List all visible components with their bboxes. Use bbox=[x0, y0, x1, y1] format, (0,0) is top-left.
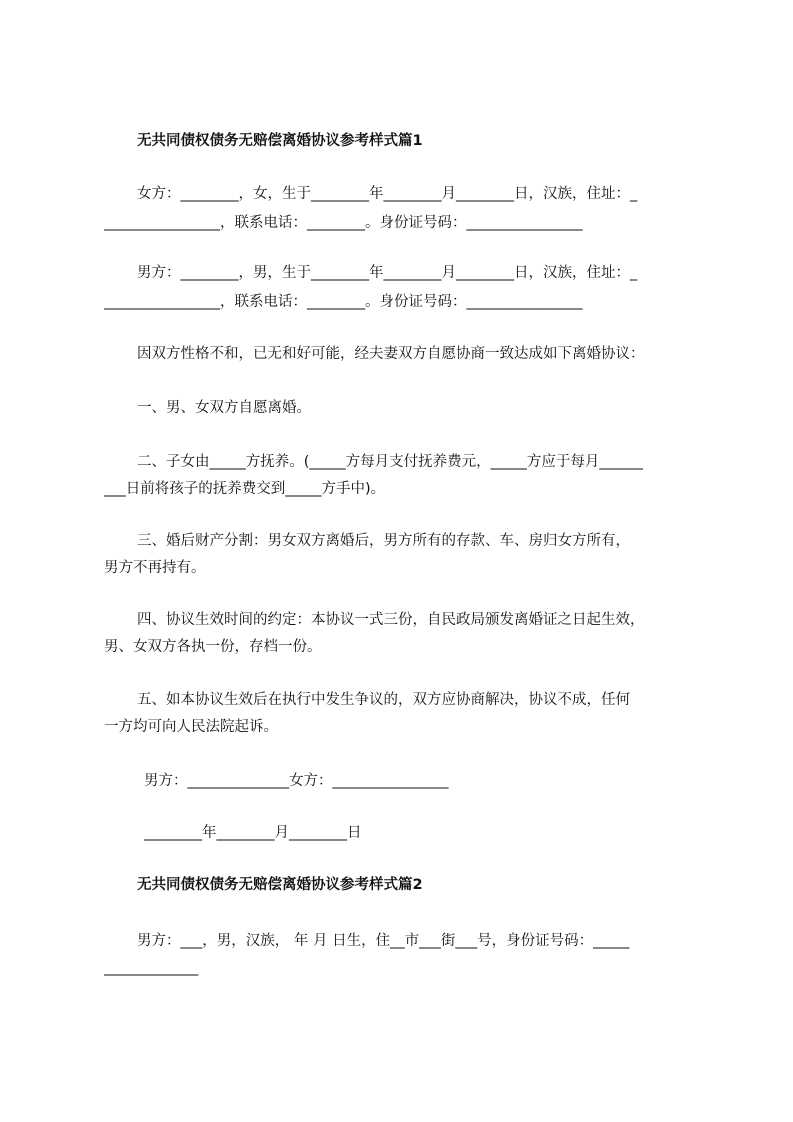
clause-5-line-2: 一方均可向人民法院起诉。 bbox=[104, 719, 278, 735]
clause-1: 一、男、女双方自愿离婚。 bbox=[137, 400, 311, 416]
clause-2-line-1: 二、子女由_____方抚养。(_____方每月支付抚养费元，_____方应于每月______ bbox=[137, 454, 643, 470]
signature-line: 男方：______________女方：________________ bbox=[144, 773, 449, 789]
clause-4-line-1: 四、协议生效时间的约定：本协议一式三份，自民政局颁发离婚证之日起生效， bbox=[137, 612, 645, 628]
section2-male-info-line-1: 男方：___，男，汉族， 年 月 日生，住__市___街___号，身份证号码：_____ bbox=[137, 933, 630, 949]
section2-male-info-line-2: _____________ bbox=[104, 960, 199, 976]
agreement-intro: 因双方性格不和，已无和好可能，经夫妻双方自愿协商一致达成如下离婚协议： bbox=[137, 346, 645, 362]
clause-2-line-2: ___日前将孩子的抚养费交到_____方手中)。 bbox=[104, 481, 386, 497]
clause-4-line-2: 男、女双方各执一份，存档一份。 bbox=[104, 639, 322, 655]
date-line: ________年________月________日 bbox=[144, 825, 362, 841]
female-info-line-1: 女方：________，女，生于________年________月________日，汉族，住址：_ bbox=[137, 186, 638, 202]
female-info-line-2: ________________，联系电话：________。身份证号码：________________ bbox=[104, 215, 583, 231]
male-info-line-2: ________________，联系电话：________。身份证号码：________________ bbox=[104, 294, 583, 310]
clause-5-line-1: 五、如本协议生效后在执行中发生争议的，双方应协商解决，协议不成，任何 bbox=[137, 692, 630, 708]
clause-3-line-1: 三、婚后财产分割：男女双方离婚后，男方所有的存款、车、房归女方所有， bbox=[137, 533, 630, 549]
clause-3-line-2: 男方不再持有。 bbox=[104, 560, 206, 576]
section2-title: 无共同债权债务无赔偿离婚协议参考样式篇2 bbox=[137, 877, 423, 893]
section1-title: 无共同债权债务无赔偿离婚协议参考样式篇1 bbox=[137, 133, 423, 149]
male-info-line-1: 男方：________，男，生于________年________月________日，汉族，住址：_ bbox=[137, 265, 638, 281]
